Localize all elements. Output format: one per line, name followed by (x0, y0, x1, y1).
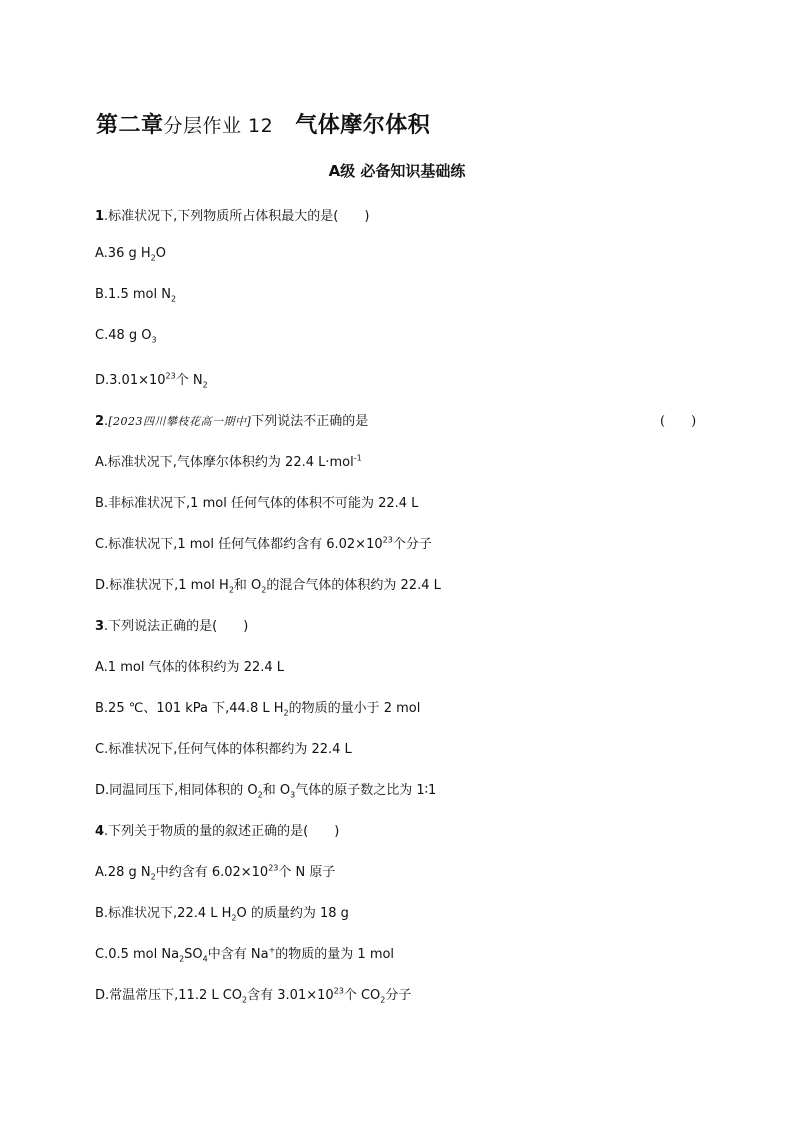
question-2-source: [2023四川攀枝花高一期中] (108, 415, 252, 428)
title-assignment: 分层作业 12 (163, 115, 274, 137)
question-1-option-a: A.36 g $H_2O$ (95, 246, 166, 263)
question-3-option-d: D.同温同压下,相同体积的 $O_2$和 $O_3$气体的原子数之比为 1∶1 (95, 783, 437, 800)
question-1-option-d: $D.3.01\times 10^{23}$个 $N_2$ (95, 371, 208, 390)
question-4-option-a: A.28 g $N_2$中约含有 $6.02\times 10^{23}$个 N 原子 (95, 863, 336, 882)
question-4-option-c: C.0.5 mol $Na_2SO_4$中含有 Na+的物质的量为 1 mol (95, 945, 395, 964)
title-chapter: 第二章 (96, 113, 164, 138)
section-heading: A级 必备知识基础练 (328, 162, 466, 180)
question-2-option-c: C.标准状况下,1 mol 任何气体都约含有 $6.02\times 10^{23}$个分子 (95, 535, 432, 552)
question-2-option-b: B.非标准状况下,1 mol 任何气体的体积不可能为 22.4 L (95, 496, 419, 511)
question-1-option-b: B.1.5 mol $N_2$ (95, 287, 177, 304)
title-topic: 气体摩尔体积 (295, 113, 431, 138)
question-1-option-c: C.48 g $O_3$ (95, 328, 157, 345)
page-title (96, 108, 430, 139)
question-2-answer-paren: ( ) (660, 414, 697, 429)
question-2-stem: 2.[2023四川攀枝花高一期中]下列说法不正确的是 (95, 414, 369, 429)
question-4-option-b: B.标准状况下,22.4 L $H_2O$ 的质量约为 18 g (95, 906, 349, 923)
question-3-stem: 3.下列说法正确的是( ) (95, 619, 249, 634)
question-4-option-d: D.常温常压下,11.2 L $CO_2$含有 $3.01\times 10^{23}$个 $CO_2$分子 (95, 986, 412, 1005)
question-1-stem: 1.标准状况下,下列物质所占体积最大的是( ) (95, 209, 370, 224)
question-3-option-a: A.1 mol 气体的体积约为 22.4 L (95, 660, 285, 675)
question-2-option-d: D.标准状况下,1 mol $H_2$和 $O_2$的混合气体的体积约为 22.4 L (95, 578, 441, 595)
question-3-option-c: C.标准状况下,任何气体的体积都约为 22.4 L (95, 742, 352, 757)
question-3-option-b: B.25 ℃、101 kPa 下,44.8 L $H_2$的物质的量小于 2 mol (95, 701, 421, 718)
question-2-option-a: A.标准状况下,气体摩尔体积约为 22.4 L·mol$^{-1}$ (95, 453, 362, 470)
question-4-stem: 4.下列关于物质的量的叙述正确的是( ) (95, 824, 340, 839)
